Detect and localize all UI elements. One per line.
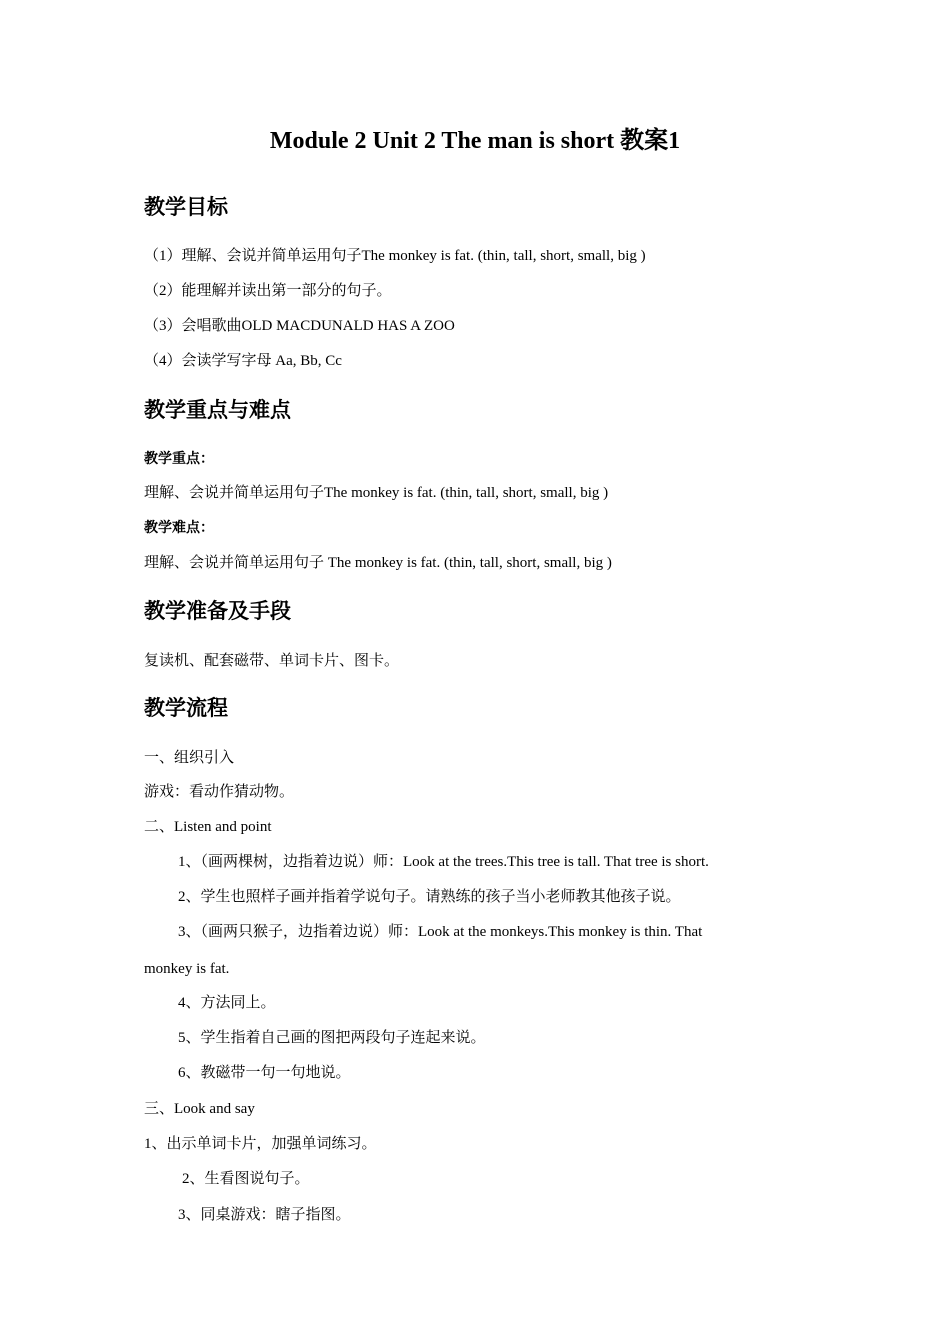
process-step-continuation: monkey is fat. [144,961,230,977]
process-part-title: 三、Look and say [144,1101,255,1117]
key-point-label: 教学重点： [144,452,214,467]
preparation-text: 复读机、配套磁带、单词卡片、图卡。 [144,653,400,669]
process-step: 6、教磁带一句一句地说。 [178,1065,351,1081]
process-step: 2、学生也照样子画并指着学说句子。请熟练的孩子当小老师教其他孩子说。 [178,889,681,905]
process-step: 1、（画两棵树，边指着边说）师：Look at the trees.This tree is tall. That tree is short. [178,854,709,870]
section-heading-preparation: 教学准备及手段 [144,599,291,623]
process-step: 4、方法同上。 [178,995,276,1011]
section-heading-key-points: 教学重点与难点 [144,398,291,422]
process-step: 1、出示单词卡片，加强单词练习。 [144,1136,377,1152]
goal-item: （4）会读学写字母 Aa, Bb, Cc [144,353,342,369]
process-part-title: 二、Listen and point [144,819,272,835]
process-step: 3、（画两只猴子，边指着边说）师：Look at the monkeys.This monkey is thin. That [178,924,703,940]
goal-item: （2）能理解并读出第一部分的句子。 [144,283,392,299]
document-title: Module 2 Unit 2 The man is short 教案1 [269,128,681,154]
process-part-title: 一、组织引入 [144,750,235,766]
difficult-point-label: 教学难点： [144,521,214,536]
process-text: 游戏：看动作猜动物。 [144,784,295,800]
process-step: 5、学生指着自己画的图把两段句子连起来说。 [178,1030,486,1046]
section-heading-goals: 教学目标 [144,195,228,219]
section-heading-process: 教学流程 [144,696,228,720]
goal-item: （3）会唱歌曲OLD MACDUNALD HAS A ZOO [144,318,455,334]
key-point-text: 理解、会说并简单运用句子The monkey is fat. (thin, tall, short, small, big ) [144,485,609,501]
process-step: 2、生看图说句子。 [182,1171,310,1187]
process-step: 3、同桌游戏：瞎子指图。 [178,1207,351,1223]
difficult-point-text: 理解、会说并简单运用句子 The monkey is fat. (thin, tall, short, small, big ) [144,555,612,571]
goal-item: （1）理解、会说并简单运用句子The monkey is fat. (thin, tall, short, small, big ) [144,248,646,264]
